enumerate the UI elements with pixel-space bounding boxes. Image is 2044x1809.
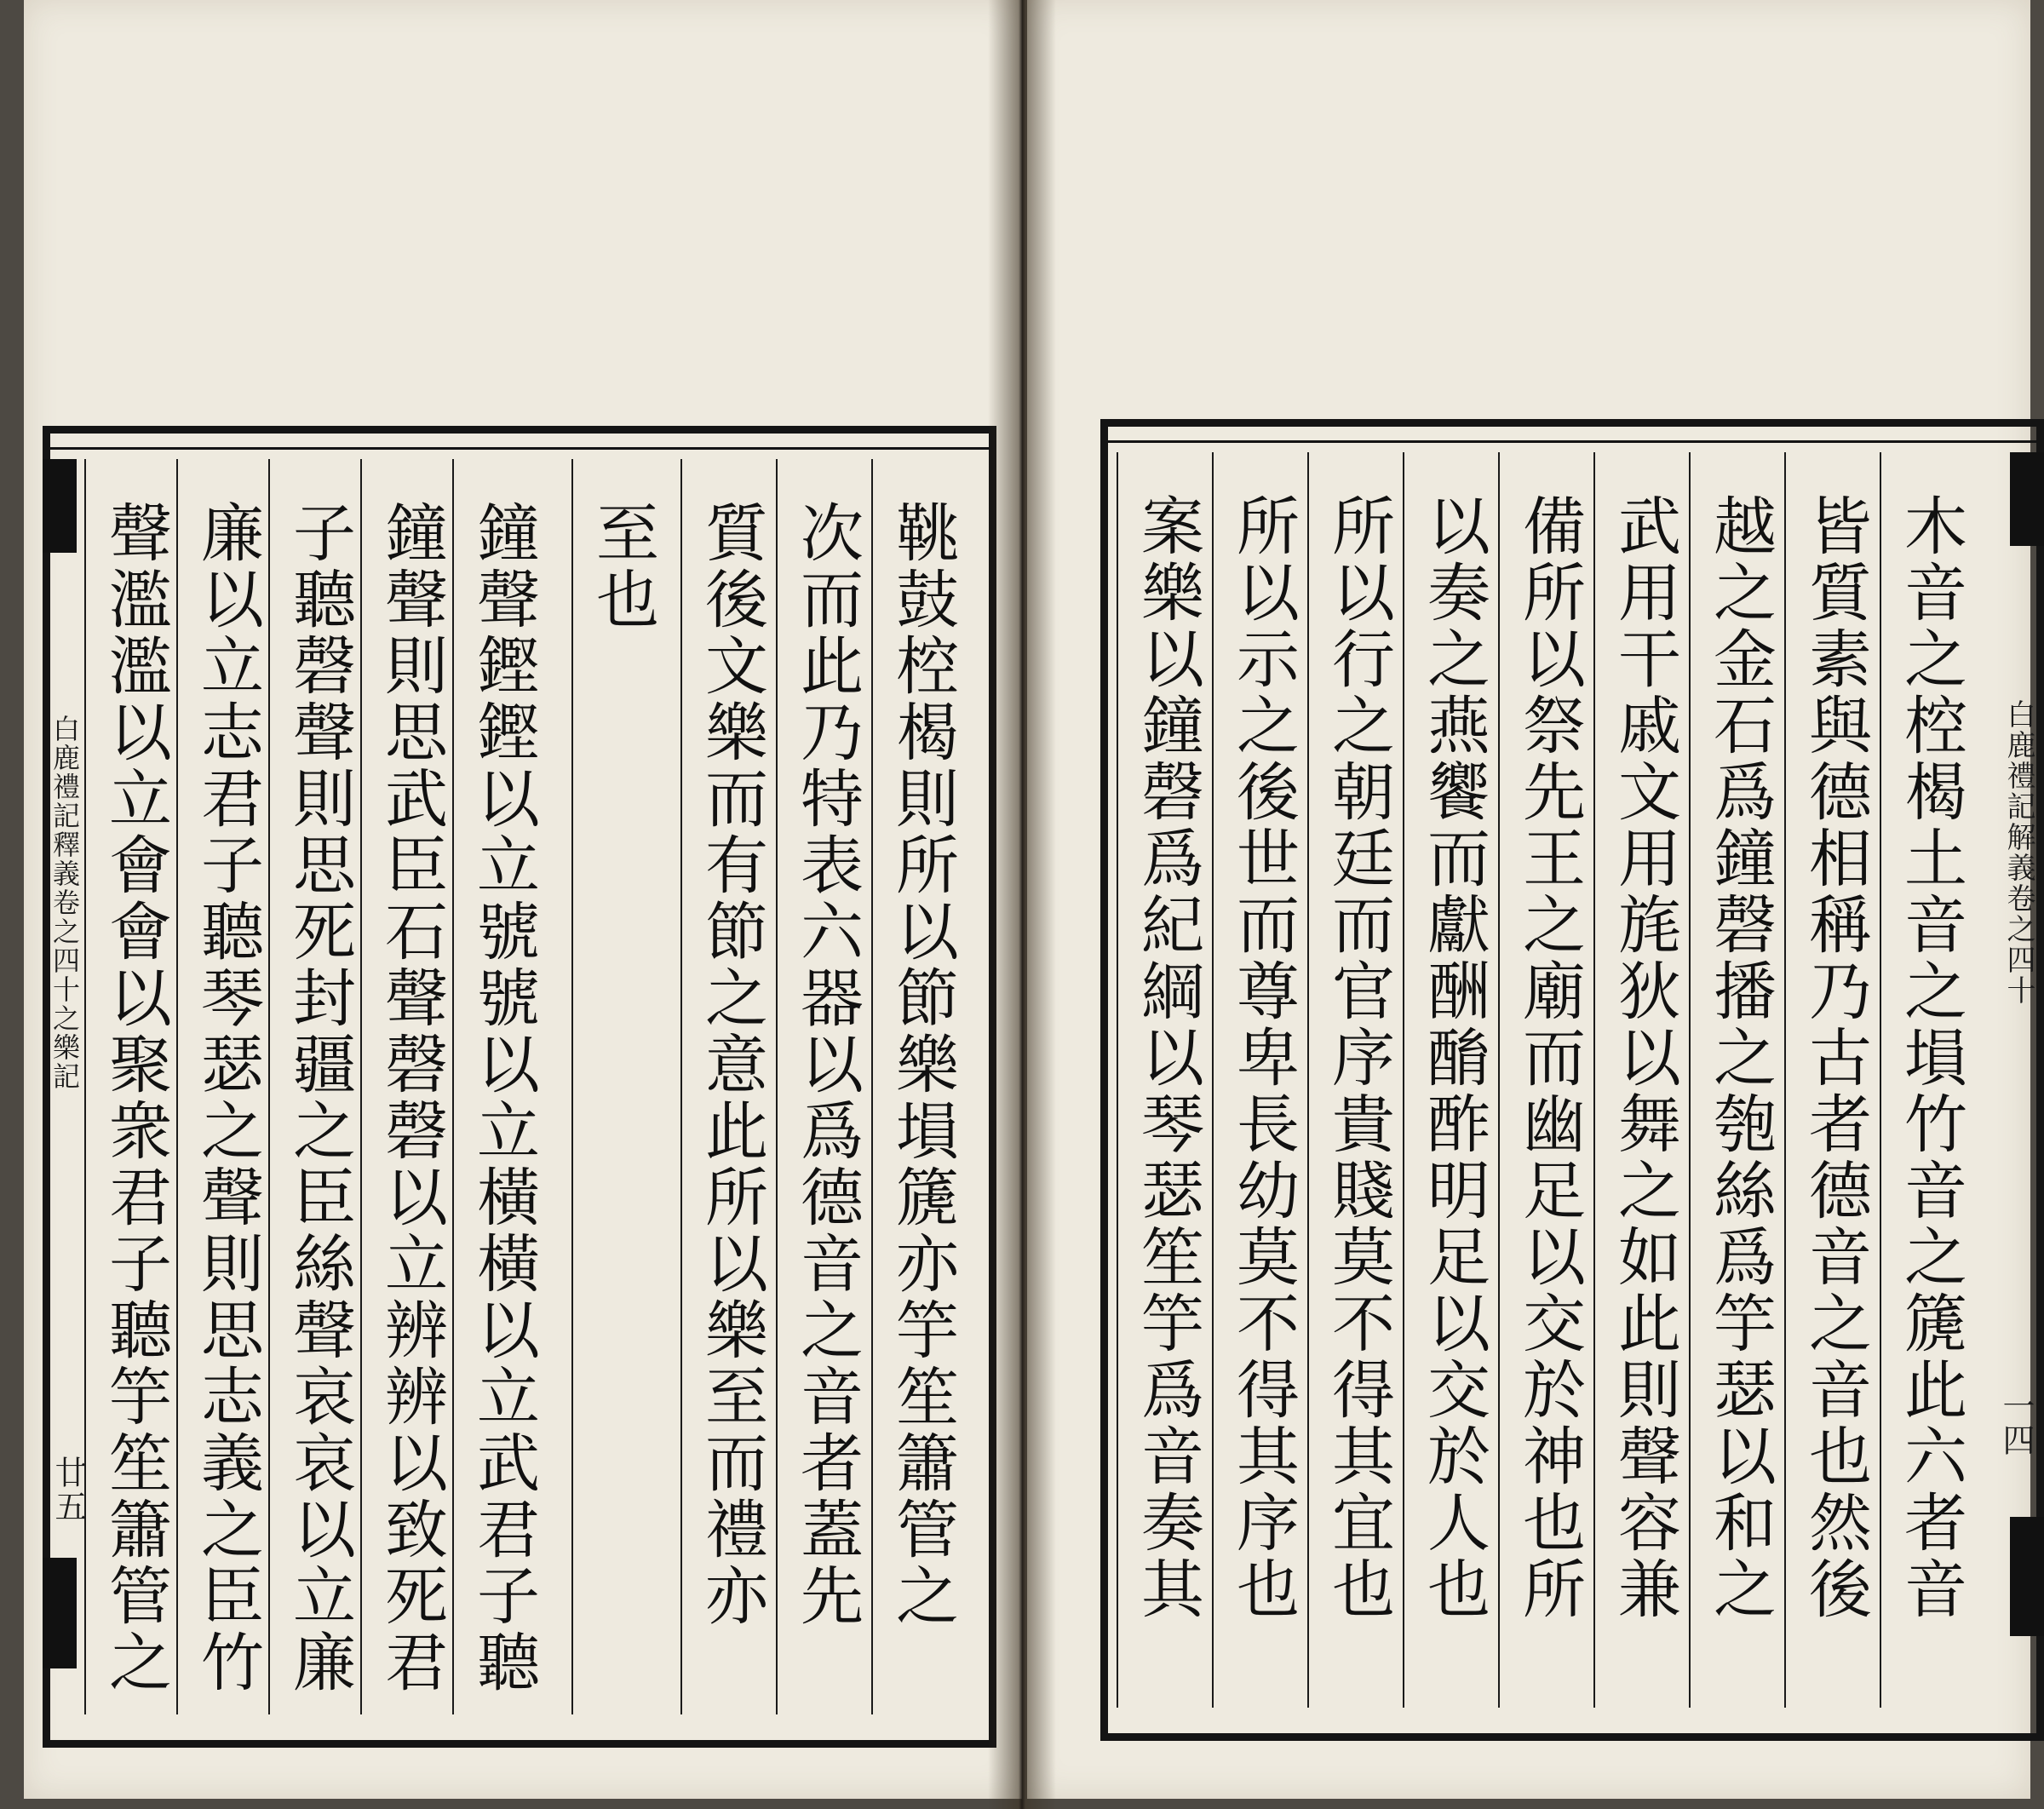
left-page xyxy=(24,0,1022,1799)
left-column-7: 質後文樂而有節之意此所以樂至而禮亦 xyxy=(680,459,772,1714)
left-banxin-title: 白鹿禮記釋義卷之四十之樂記 xyxy=(49,715,81,1091)
left-column-3: 子聽磬聲則思死封疆之臣絲聲哀哀以立廉 xyxy=(268,459,360,1714)
right-column-3: 所以行之朝廷而官序貴賤莫不得其宜也 xyxy=(1307,452,1399,1708)
right-column-5: 備所以祭先王之廟而幽足以交於神也所 xyxy=(1498,452,1590,1708)
fish-tail-top-block xyxy=(2010,452,2044,546)
frame-top-rule xyxy=(1108,440,2036,443)
left-text-frame xyxy=(43,426,996,1748)
right-folio-number: 一四 xyxy=(1997,1389,2035,1457)
left-folio-number: 廿五 xyxy=(49,1456,87,1524)
right-column-7: 越之金石爲鐘磬播之匏絲爲竽瑟以和之 xyxy=(1689,452,1781,1708)
right-column-8: 皆質素與德相稱乃古者德音之音也然後 xyxy=(1784,452,1876,1708)
left-column-8: 次而此乃特表六器以爲德音之音者蓋先 xyxy=(776,459,868,1714)
right-column-4: 以奏之燕饗而獻酬酳酢明足以交於人也 xyxy=(1403,452,1495,1708)
right-text-frame xyxy=(1100,419,2044,1741)
fish-tail-bottom-block xyxy=(2010,1517,2044,1636)
left-column-5: 鐘聲鏗鏗以立號號以立橫橫以立武君子聽 xyxy=(452,459,544,1714)
right-column-2: 所以示之後世而尊卑長幼莫不得其序也 xyxy=(1212,452,1304,1708)
right-column-6: 武用干戚文用旄狄以舞之如此則聲容兼 xyxy=(1593,452,1685,1708)
right-banxin-title: 白鹿禮記解義卷之四十 xyxy=(2001,699,2035,1006)
left-column-9: 鞉鼓椌楬則所以節樂塤篪亦竽笙簫管之 xyxy=(871,459,963,1714)
left-column-4: 鐘聲則思武臣石聲磬磬以立辨辨以致死君 xyxy=(360,459,452,1714)
fish-tail-bottom-block xyxy=(43,1558,77,1668)
left-column-1: 聲濫濫以立會會以聚衆君子聽竽笙簫管之 xyxy=(84,459,176,1714)
left-column-2: 廉以立志君子聽琴瑟之聲則思志義之臣竹 xyxy=(176,459,268,1714)
book-spine-gutter xyxy=(988,0,1056,1809)
right-column-1: 案樂以鐘磬爲紀綱以琴瑟笙竽爲音奏其 xyxy=(1117,452,1209,1708)
right-page xyxy=(1027,0,2035,1799)
fish-tail-top-block xyxy=(43,459,77,553)
left-column-6: 至也 xyxy=(571,459,663,1714)
frame-top-rule xyxy=(50,447,989,450)
right-column-9: 木音之椌楬土音之塤竹音之篪此六者音 xyxy=(1880,452,1972,1708)
